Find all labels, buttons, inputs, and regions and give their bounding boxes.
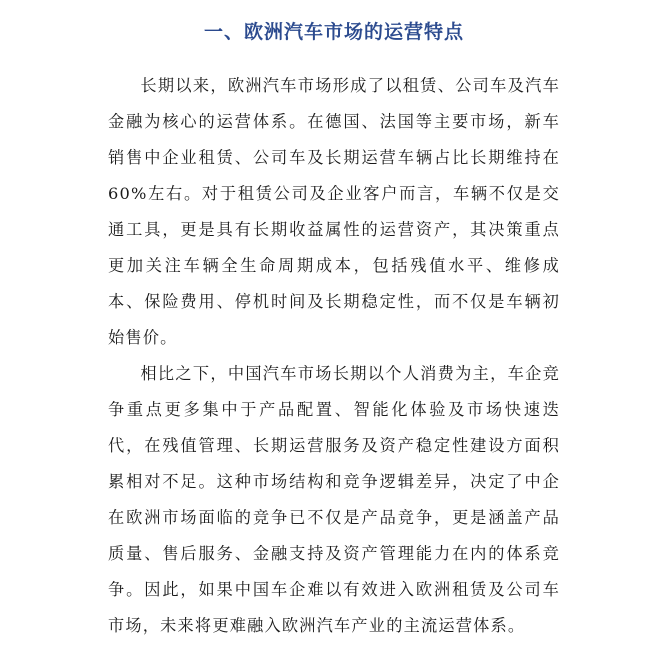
paragraph-europe-market: 长期以来，欧洲汽车市场形成了以租赁、公司车及汽车金融为核心的运营体系。在德国、法国等主要市场，新车销售中企业租赁、公司车及长期运营车辆占比长期维持在 60%左右。对于租赁公司及企业客户而言，车辆不仅是交通工具，更是具有长期收益属性的运营资产，其决策重点更加关注车辆全生命周期成本，包括残值水平、维修成本、保险费用、停机时间及长期稳定性，而不仅是车辆初始售价。 [108,76,560,347]
section-title: 一、欧洲汽车市场的运营特点 [203,21,464,43]
paragraph-china-comparison: 相比之下，中国汽车市场长期以个人消费为主，车企竞争重点更多集中于产品配置、智能化体验及市场快速迭代，在残值管理、长期运营服务及资产稳定性建设方面积累相对不足。这种市场结构和竞争逻辑差异，决定了中企在欧洲市场面临的竞争已不仅是产品竞争，更是涵盖产品质量、售后服务、金融支持及资产管理能力在内的体系竞争。因此，如果中国车企难以有效进入欧洲租赁及公司车市场，未来将更难融入欧洲汽车产业的主流运营体系。 [108,364,560,635]
